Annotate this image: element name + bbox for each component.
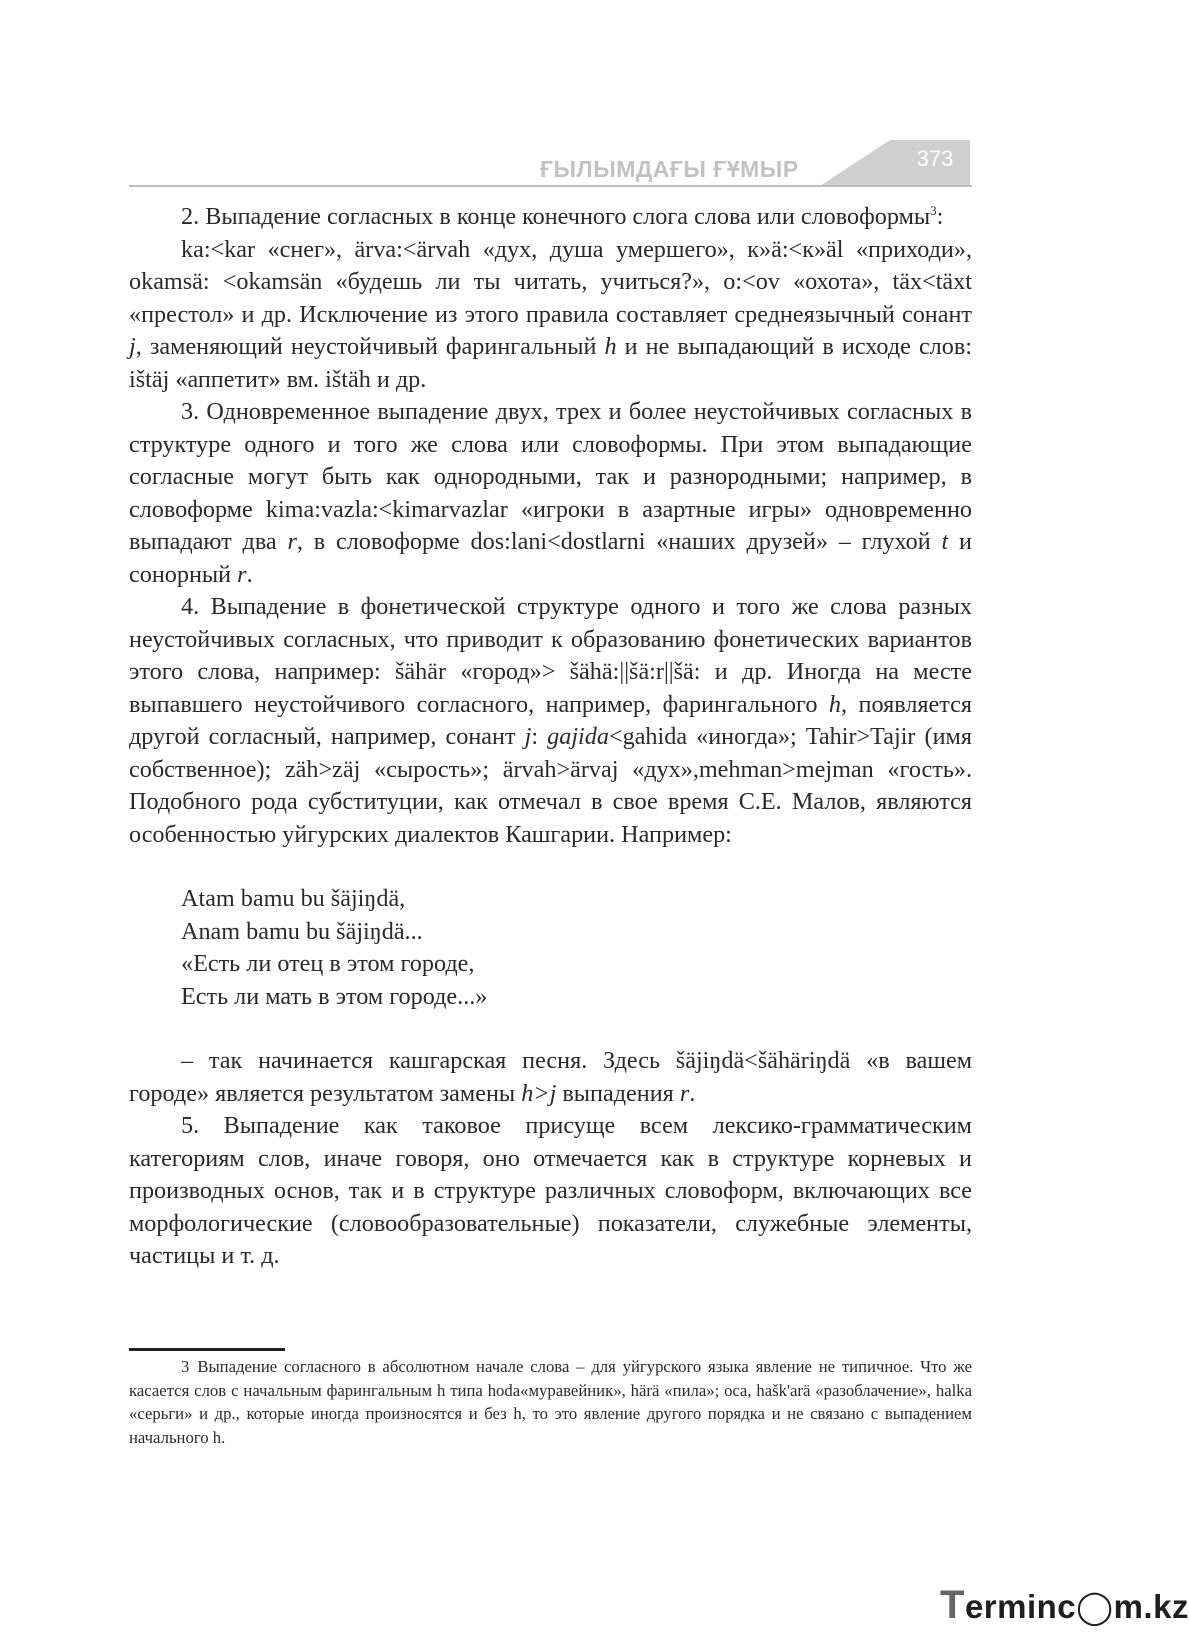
verse-block (129, 883, 972, 1013)
paragraph-text: <gahida «иногда»; Tahir>Tajir (имя собственное); zäh>zäj «сырость»; ärvah>ärvaj «дух»,mehman>mejman «гость». Подобного рода субституции, как отмечал в свое время С.Е. Малов, являются особенностью уйгурских диалектов Кашгарии. Например: (129, 723, 972, 848)
paragraph-text: – так начинается кашгарская песня. Здесь šäjiŋdä<šähäriŋdä «в вашем городе» является результатом замены (129, 1047, 972, 1107)
italic-term: r (237, 560, 247, 588)
paragraph-text: : (531, 723, 548, 750)
paragraph-2-heading (129, 201, 972, 234)
paragraph-text: 3. Одновременное выпадение двух, трех и более неустойчивых согласных в структуре одного и того же слова или словоформы. При этом выпадающие согласные могут быть как однородными, так и разнородными; например, в словоформе kima:vazla:<kimarvazlar «игроки в азартные игры» одновременно выпадают два (129, 398, 972, 555)
page-number: 373 (916, 146, 954, 171)
spacer (129, 851, 972, 883)
footnote (129, 1355, 972, 1449)
paragraph-4 (129, 591, 972, 851)
header-rule (129, 185, 972, 187)
footnote-rule (129, 1348, 285, 1351)
paragraph-2-examples (129, 234, 972, 397)
verse-line: Atam bamu bu šäjiŋdä, (181, 885, 406, 912)
page-header (0, 0, 1158, 200)
watermark-letter: T (940, 1583, 965, 1627)
italic-term: j (524, 723, 532, 750)
italic-term: t (941, 528, 949, 555)
italic-term: h (828, 690, 841, 718)
footnote-ref: 3 (930, 202, 937, 218)
paragraph-text: , в словоформе dos:lani<dostlarni «наших друзей» – глухой (296, 528, 942, 555)
paragraph-text: и сонорный (129, 528, 972, 588)
paragraph-after-verse (129, 1045, 972, 1110)
paragraph-text: . (246, 560, 253, 588)
watermark-text: erminc◯m.kz (964, 1588, 1189, 1625)
italic-term: j (129, 333, 136, 360)
verse-line: Есть ли мать в этом городе...» (181, 982, 488, 1010)
footnote-number: 3 (181, 1357, 190, 1376)
paragraph-text: . (689, 1079, 696, 1107)
paragraph-text: , появляется другой согласный, например, сонант (129, 690, 972, 750)
main-text (129, 201, 972, 1273)
paragraph-text: 2. Выпадение согласных в конце конечного слога слова или словоформы (181, 203, 931, 230)
italic-term: h (604, 333, 617, 360)
paragraph-text: : (936, 203, 944, 230)
site-watermark (940, 1583, 1189, 1628)
paragraph-text: и не выпадающий в исходе слов: ištäj «аппетит» вм. ištäh и др. (129, 333, 972, 393)
paragraph-text: , заменяющий неустойчивый фарингальный (135, 333, 605, 360)
footnote-text: Выпадение согласного в абсолютном начале слова – для уйгурского языка явление не типичное. Что же касается слов с начальным фарингальным h типа hoda«муравейник», härä «пила»; oca, hašk'arä «разоблачение», halka «серьги» и др., которые иногда произносятся и без h, то это явление другого порядка и не связано с выпадением начального h. (129, 1357, 972, 1447)
italic-term: r (287, 528, 297, 555)
italic-term: h>j (521, 1079, 557, 1107)
paragraph-3 (129, 396, 972, 591)
verse-line: «Есть ли отец в этом городе, (181, 950, 475, 977)
spacer (129, 1013, 972, 1045)
footnote-text-block (129, 1355, 972, 1449)
italic-term: gajida (547, 723, 609, 750)
paragraph-text: выпадения (556, 1079, 680, 1107)
paragraph-text: 4. Выпадение в фонетической структуре одного и того же слова разных неустойчивых согласных, что приводит к образованию фонетических вариантов этого слова, например: šähär «город»> šähä:||šä:r||šä: и др. Иногда на месте выпавшего неустойчивого согласного, например, фарингального (129, 593, 972, 718)
header-title: ҒЫЛЫМДАҒЫ ҒҰМЫР (540, 156, 799, 182)
italic-term: r (679, 1079, 690, 1107)
paragraph-text: ka:<kar «снег», ärva:<ärvah «дух, душа умершего», к»ä:<к»äl «приходи», okamsä: <okamsän «будешь ли ты читать, учиться?», o:<ov «охота», täx<täxt «престол» и др. Исключение из этого правила составляет среднеязычный сонант (129, 235, 972, 328)
verse-line: Anam bamu bu šäjiŋdä... (181, 917, 423, 945)
paragraph-5: 5. Выпадение как таковое присуще всем лексико-грамматическим категориям слов, иначе говоря, оно отмечается как в структуре корневых и производных основ, так и в структуре различных словоформ, включающих все морфологические (словообразовательные) показатели, служебные элементы, частицы и т. д. (129, 1112, 972, 1269)
